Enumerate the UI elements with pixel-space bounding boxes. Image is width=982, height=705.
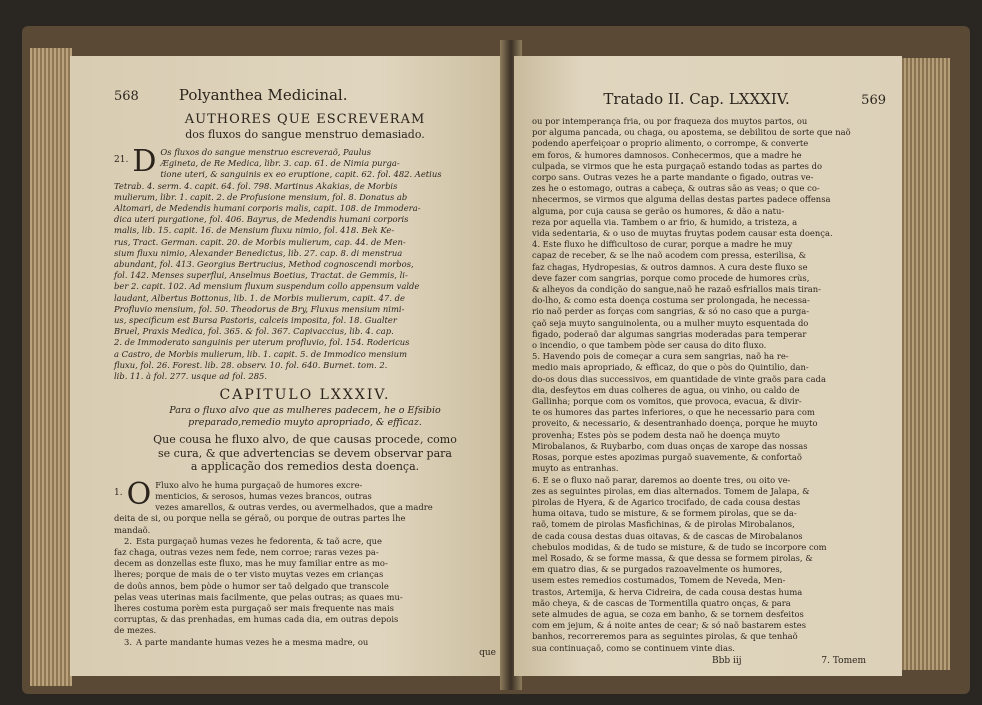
text-line: chebulos modidas, & de tudo se misture, & de tudo se incorpore com — [532, 541, 827, 552]
text-line: & alheyos da condição do sangue,naõ he razaõ esfriallos mais tiran- — [532, 284, 822, 295]
text-line: corpo sans. Outras vezes he a parte mandante o figado, outras ve- — [532, 172, 814, 183]
signature-row — [532, 654, 886, 666]
text-line: reza por aquella via. Tambem o ar frio, & humido, a tristeza, a — [532, 216, 798, 227]
right-running-title: Tratado II. Cap. LXXXIV. — [603, 90, 790, 108]
left-page-number: 568 — [114, 89, 139, 104]
authors-drop-cap: D — [132, 144, 157, 179]
text-line: vezes amarellos, & outras verdes, ou avermelhados, que a madre — [155, 502, 433, 513]
text-line: com em jejum, & á noite antes de cear; & só naõ bastarem estes — [532, 620, 807, 631]
text-line: malis, lib. 15. capit. 16. de Mensium fluxu nimio, fol. 418. Bek Ke- — [114, 225, 395, 236]
right-running-head — [532, 90, 886, 110]
left-page-edges — [30, 48, 72, 686]
text-line: Profluvio mensium, fol. 50. Theodorus de Bry, Fluxus mensium nimi- — [114, 303, 405, 314]
text-line: deita de si, ou porque nella se géraõ, ou porque de outras partes lhe — [114, 513, 406, 524]
text-line: vida sedentaria, & o uso de muytas fruytas podem causar esta doença. — [532, 228, 833, 239]
right-page-edges — [900, 58, 950, 670]
right-catchword: 7. Tomem — [821, 655, 866, 666]
right-page — [514, 56, 902, 676]
left-catchword: que — [479, 647, 496, 658]
question-line: Que cousa he fluxo alvo, de que causas procede, como — [153, 433, 457, 447]
text-line: provenha; Estes pòs se podem desta naõ he doença muyto — [532, 429, 780, 440]
text-line: te os humores das partes inferiores, o que he necessario para com — [532, 407, 815, 418]
text-line: Os fluxos do sangue menstruo escreveraõ, Paulus — [160, 147, 372, 157]
paragraph-3-line: A parte mandante humas vezes he a mesma madre, ou — [136, 636, 369, 647]
text-line: banhos, recorreremos para as seguintes pirolas, & que tenhaõ — [532, 631, 798, 642]
text-line: culpada, se virmos que he esta purgaçaõ estando todas as partes do — [532, 160, 823, 171]
text-line: de cada cousa destas duas oitavas, & de cascas de Mirobalanos — [532, 530, 803, 541]
text-line: do-os dous dias successivos, em quantidade de vinte graõs para cada — [532, 373, 826, 384]
paragraph-1-number: 1. — [114, 487, 123, 498]
left-running-head — [114, 86, 496, 106]
text-line: decem as donzellas este fluxo, mas he muy familiar entre as mo- — [114, 558, 388, 569]
text-line: deve fazer com sangrias, porque como procede de humores crùs, — [532, 272, 810, 283]
chapter-subtitle-line: preparado,remedio muyto apropriado, & efficaz. — [188, 417, 422, 429]
text-line: mandaõ. — [114, 524, 151, 535]
paragraph-1 — [114, 476, 496, 536]
text-line: por alguma pancada, ou chaga, ou apostema, se debilitou de sorte que naõ — [532, 127, 851, 138]
text-line: 6. E se o fluxo naõ parar, daremos ao doente tres, ou oito ve- — [532, 474, 791, 485]
text-line: capaz de receber, & se lhe naõ acodem com pressa, esterilisa, & — [532, 250, 807, 261]
right-page-number: 569 — [861, 93, 886, 108]
text-line: sete almudes de agua, se coza em banho, & se tornem desfeitos — [532, 608, 804, 619]
chapter-heading: CAPITULO LXXXIV. — [219, 387, 391, 404]
text-line: Rosas, porque estes apozimas purgaõ suavemente, & confortaõ — [532, 452, 802, 463]
text-line: fol. 142. Menses superflui, Anselmus Boetius, Tractat. de Gemmis, li- — [114, 270, 408, 281]
text-line: tione uteri, & sanguinis ex eo eruptione, capit. 62. fol. 482. Aetius — [160, 169, 442, 180]
text-line: pelas veas uterinas mais facilmente, que pelas outras; as quaes mu- — [114, 591, 403, 602]
text-line: mão cheya, & de cascas de Tormentilla quatro onças, & para — [532, 597, 791, 608]
text-line: a Castro, de Morbis mulierum, lib. 1. capit. 5. de Immodico mensium — [114, 348, 408, 359]
text-line: menticios, & serosos, humas vezes brancos, outras — [155, 490, 372, 501]
text-line: sua continuaçaõ, como se continuem vinte dias. — [532, 642, 735, 653]
left-page — [70, 56, 510, 676]
paragraph-3-number: 3. — [124, 636, 132, 647]
question-line: se cura, & que advertencias se devem observar para — [158, 446, 452, 460]
text-line: rus, Tract. German. capit. 20. de Morbis mulierum, cap. 44. de Men- — [114, 236, 406, 247]
chapter-subtitle — [114, 405, 496, 429]
text-line: faz chaga, outras vezes nem fede, nem corroe; raras vezes pa- — [114, 546, 379, 557]
text-line: faz chagas, Hydropesias, & outros damnos. A cura deste fluxo se — [532, 261, 808, 272]
text-line: pirolas de Hyera, & de Agarico trocifado, de cada cousa destas — [532, 496, 801, 507]
text-line: em foros, & humores damnosos. Conhecermos, que a madre he — [532, 149, 802, 160]
text-line: laudant, Albertus Bottonus, lib. 1. de Morbis mulierum, capit. 47. de — [114, 292, 405, 303]
left-running-title: Polyanthea Medicinal. — [178, 86, 348, 104]
authors-section-subtitle: dos fluxos do sangue menstruo demasiado. — [185, 128, 425, 141]
text-line: alguma, por cuja causa se gerão os humores, & dão a natu- — [532, 205, 785, 216]
text-line: mel Rosado, & se forme massa, & que dessa se formem pirolas, & — [532, 552, 813, 563]
text-line: 4. Este fluxo he difficultoso de curar, porque a madre he muy — [532, 239, 793, 250]
text-line: sium fluxu nimio, Alexander Benedictus, lib. 27. cap. 8. di menstrua — [114, 247, 403, 258]
text-line: ou por intemperança fria, ou por fraqueza dos muytos partos, ou — [532, 116, 808, 126]
text-line: lheres; porque de mais de o ter visto muytas vezes em crianças — [114, 569, 384, 580]
text-line: Mirobalanos, & Ruybarbo, com duas onças de xarope das nossas — [532, 440, 808, 451]
text-line: 5. Havendo pois de começar a cura sem sangrias, naõ ha re- — [532, 351, 789, 362]
text-line: Bruel, Praxis Medica, fol. 365. & fol. 367. Capivaccius, lib. 4. cap. — [114, 326, 394, 337]
text-line: lheres costuma porèm esta purgaçaõ ser mais frequente nas mais — [114, 603, 394, 613]
text-line: zes as seguintes pirolas, em dias alternados. Tomem de Jalapa, & — [532, 485, 810, 496]
text-line: lib. 11. à fol. 277. usque ad fol. 285. — [114, 371, 268, 382]
text-line: 2. de Immoderato sanguinis per uterum profluvio, fol. 154. Rodericus — [114, 337, 410, 348]
text-line: nhecermos, se virmos que alguma dellas destas partes padece offensa — [532, 194, 831, 205]
text-line: us, specificum est Bursa Pastoris, calceis imposita, fol. 18. Gualter — [114, 315, 397, 326]
authors-section-title: AUTHORES QUE ESCREVERAM — [184, 112, 426, 127]
text-line: do-lho, & como esta doença costuma ser prolongada, he necessa- — [532, 295, 810, 306]
chapter-subtitle-line: Para o fluxo alvo que as mulheres padecem, he o Efsibio — [169, 405, 441, 417]
chapter-question — [114, 433, 496, 474]
text-line: de doûs annos, bem pòde o humor ser taõ delgado que transcole — [114, 580, 389, 591]
text-line: Gallinha; porque com os vomitos, que provoca, evacua, & divir- — [532, 396, 802, 407]
text-line: medio mais apropriado, & efficaz, do que o pòs do Quintilio, dan- — [532, 362, 809, 373]
question-line: a applicação dos remedios desta doença. — [190, 460, 420, 474]
paragraph-2-number: 2. — [124, 535, 132, 546]
text-line: Esta purgaçaõ humas vezes he fedorenta, & taõ acre, que — [136, 535, 382, 546]
text-line: mulierum, libr. 1. capit. 2. de Profusione mensium, fol. 8. Donatus ab — [114, 191, 408, 202]
text-line: Ægineta, de Re Medica, libr. 3. cap. 61. de Nimia purga- — [160, 158, 400, 169]
text-line: proveito, & necessario, & desentranhado doença, porque he muyto — [532, 418, 818, 429]
text-line: o incendio, o que tambem pòde ser causa do dito fluxo. — [532, 340, 767, 351]
text-line: Altomari, de Medendis humani corporis malis, capit. 108. de Immodera- — [114, 203, 421, 214]
text-line: de mezes. — [114, 625, 157, 636]
paragraph-2 — [114, 536, 496, 637]
text-line: dia, desfeytos em duas colheres de agua, ou vinho, ou caldo de — [532, 384, 800, 395]
text-line: usem estes remedios costumados, Tomem de Neveda, Men- — [532, 575, 786, 586]
text-line: figado, poderaõ dar algumas sangrias moderadas para temperar — [532, 328, 807, 339]
text-line: corruptas, & das prenhadas, em humas cada dia, em outras depois — [114, 614, 399, 625]
text-line: Fluxo alvo he huma purgaçaõ de humores excre- — [155, 479, 363, 490]
text-line: em quatro dias, & se purgados razoavelmente os humores, — [532, 564, 783, 575]
paragraph-1-drop-cap: O — [126, 476, 152, 512]
signature-mark: Bbb iij — [712, 655, 742, 666]
text-line: Tetrab. 4. serm. 4. capit. 64. fol. 798. Martinus Akakias, de Morbis — [114, 180, 398, 191]
text-line: rio naõ perder as forças com sangrias, & só no caso que a purga- — [532, 306, 810, 317]
text-line: fluxu, fol. 26. Forest. lib. 28. observ. 10. fol. 640. Burnet. tom. 2. — [114, 359, 388, 370]
text-line: muyto as entranhas. — [532, 463, 619, 474]
text-line: dica uteri purgatione, fol. 406. Bayrus, de Medendis humani corporis — [114, 214, 409, 225]
text-line: podendo aperfeiçoar o proprio alimento, o corrompe, & converte — [532, 138, 809, 149]
text-line: trastos, Artemija, & herva Cidreira, de cada cousa destas huma — [532, 586, 803, 597]
text-line: abundant, fol. 413. Georgius Bertrucius, Method cognoscendi morbos, — [114, 259, 414, 270]
text-line: çaõ seja muyto sanguinolenta, ou a mulher muyto esquentada do — [532, 317, 809, 328]
text-line: zes he o estomago, outras a cabeça, & outras são as veas; o que co- — [532, 183, 820, 194]
text-line: huma oitava, tudo se misture, & se formem pirolas, que se da- — [532, 508, 797, 519]
text-line: ber 2. capit. 102. Ad mensium fluxum suspendum collo appensum valde — [114, 281, 420, 292]
authors-paragraph-number: 21. — [114, 155, 129, 165]
authors-paragraph — [114, 144, 496, 382]
text-line: raõ, tomem de pirolas Masfichinas, & de pirolas Mirobalanos, — [532, 519, 795, 530]
paragraph-3 — [114, 637, 496, 648]
